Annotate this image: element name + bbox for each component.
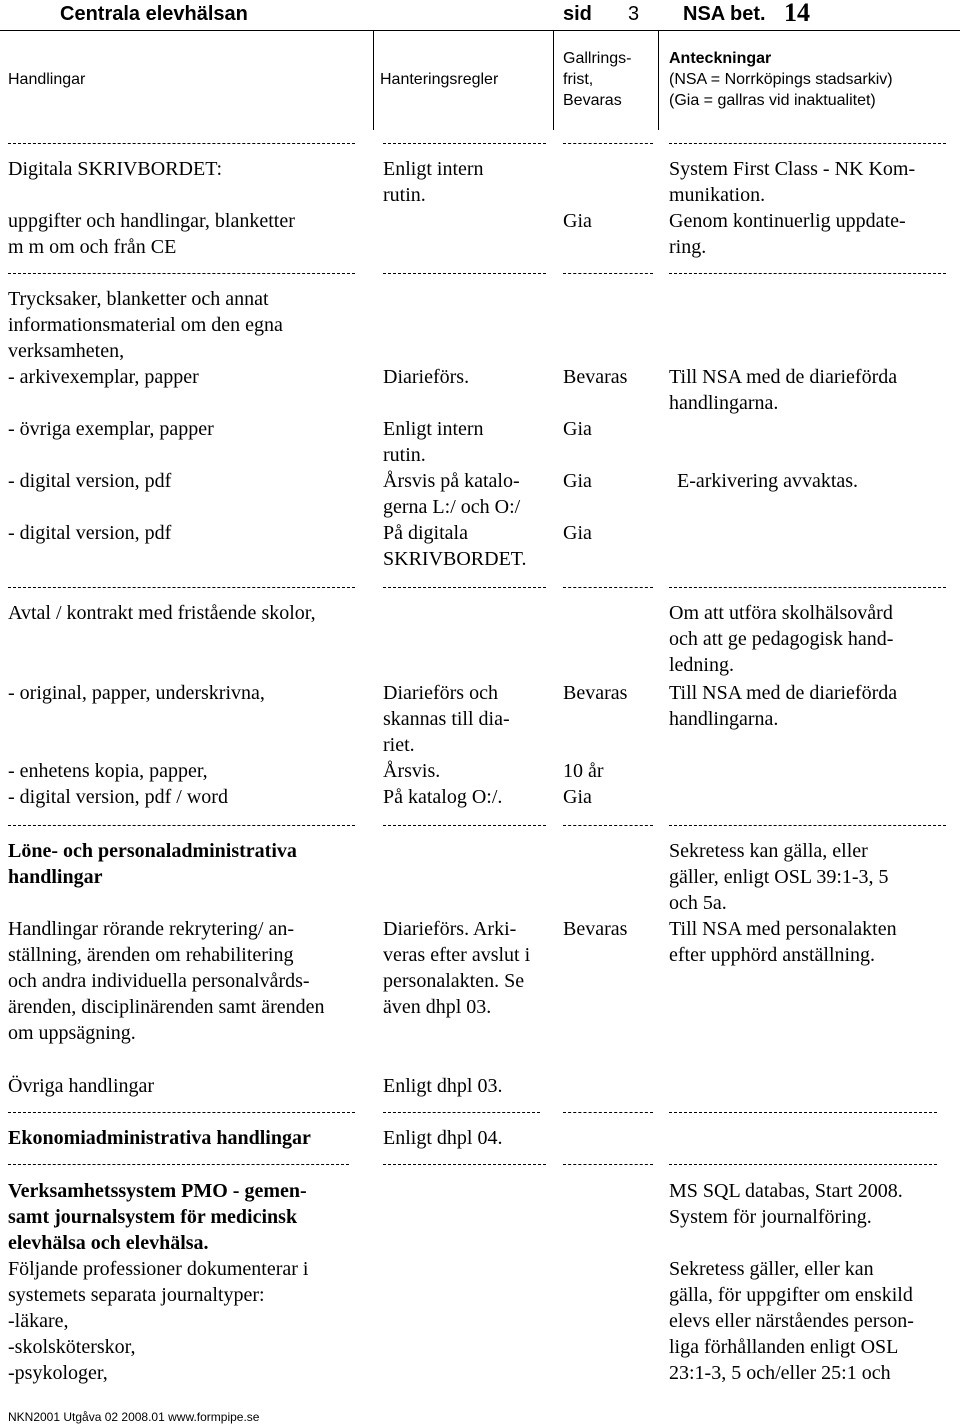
trycksaker-handling-line: - övriga exemplar, papper bbox=[8, 418, 214, 440]
trycksaker-anteckning-line: Till NSA med de diarieförda bbox=[669, 366, 898, 388]
trycksaker-handling-line: - arkivexemplar, papper bbox=[8, 366, 199, 388]
digitala-regel-line: Enligt intern bbox=[383, 158, 484, 180]
pmo-anteckning-line: elevs eller närståendes person- bbox=[669, 1310, 914, 1332]
column-divider bbox=[658, 30, 659, 130]
digitala-handling-line: Digitala SKRIVBORDET: bbox=[8, 158, 222, 180]
trycksaker-regel-line: Enligt intern bbox=[383, 418, 484, 440]
trycksaker-gallring: Gia bbox=[563, 522, 592, 544]
avtal-gallring: 10 år bbox=[563, 760, 604, 782]
trycksaker-regel-line: Årsvis på katalo- bbox=[383, 470, 520, 492]
pmo-anteckning-line: liga förhållanden enligt OSL bbox=[669, 1336, 899, 1358]
column-header-gallring-line-1: Gallrings- bbox=[563, 50, 632, 67]
pmo-heading-line: Verksamhetssystem PMO - gemen- bbox=[8, 1180, 307, 1202]
pmo-heading-line: elevhälsa och elevhälsa. bbox=[8, 1232, 209, 1254]
avtal-anteckning-line: Om att utföra skolhälsovård bbox=[669, 602, 893, 624]
avtal-regel-line: Diarieförs och bbox=[383, 682, 498, 704]
column-header-anteckningar-note-nsa: (NSA = Norrköpings stadsarkiv) bbox=[669, 71, 893, 88]
avtal-gallring: Gia bbox=[563, 786, 592, 808]
digitala-gallring: Gia bbox=[563, 210, 592, 232]
ekonomi-handling: Ekonomiadministrativa handlingar bbox=[8, 1127, 311, 1149]
page-footer: NKN2001 Utgåva 02 2008.01 www.formpipe.se bbox=[8, 1410, 260, 1424]
lone-handling-line: om uppsägning. bbox=[8, 1022, 136, 1044]
lone-anteckning-line: och 5a. bbox=[669, 892, 727, 914]
trycksaker-regel-line: Diarieförs. bbox=[383, 366, 470, 388]
avtal-regel-line: Årsvis. bbox=[383, 760, 441, 782]
lone-anteckning-line: Sekretess kan gälla, eller bbox=[669, 840, 868, 862]
pmo-anteckning-line: 23:1-3, 5 och/eller 25:1 och bbox=[669, 1362, 891, 1384]
column-header-gallring-line-3: Bevaras bbox=[563, 92, 622, 109]
avtal-regel-line: På katalog O:/. bbox=[383, 786, 503, 808]
trycksaker-regel-line: På digitala bbox=[383, 522, 468, 544]
nsa-number: 14 bbox=[784, 0, 810, 27]
avtal-gallring: Bevaras bbox=[563, 682, 628, 704]
avtal-regel-line: riet. bbox=[383, 734, 415, 756]
pmo-handling-line: -läkare, bbox=[8, 1310, 69, 1332]
trycksaker-handling-line: - digital version, pdf bbox=[8, 522, 172, 544]
trycksaker-handling-line: informationsmaterial om den egna bbox=[8, 314, 283, 336]
trycksaker-regel-line: rutin. bbox=[383, 444, 426, 466]
digitala-anteckning-line: Genom kontinuerlig uppdate- bbox=[669, 210, 906, 232]
trycksaker-handling-line: - digital version, pdf bbox=[8, 470, 172, 492]
column-divider bbox=[373, 30, 374, 130]
column-header-hanteringsregler: Hanteringsregler bbox=[380, 71, 499, 88]
lone-handling-line: ställning, ärenden om rehabilitering bbox=[8, 944, 294, 966]
pmo-handling-line: -psykologer, bbox=[8, 1362, 108, 1384]
lone-anteckning-line: Till NSA med personalakten bbox=[669, 918, 897, 940]
column-header-gallring-line-2: frist, bbox=[563, 71, 594, 88]
avtal-handling-line: - enhetens kopia, papper, bbox=[8, 760, 208, 782]
ekonomi-regel: Enligt dhpl 04. bbox=[383, 1127, 503, 1149]
lone-regel-line: Diarieförs. Arki- bbox=[383, 918, 517, 940]
lone-anteckning-line: efter upphörd anställning. bbox=[669, 944, 876, 966]
avtal-anteckning-line: ledning. bbox=[669, 654, 734, 676]
page-label: sid bbox=[563, 3, 592, 25]
lone-regel-line: även dhpl 03. bbox=[383, 996, 492, 1018]
column-header-anteckningar: Anteckningar bbox=[669, 50, 772, 67]
pmo-anteckning-line: MS SQL databas, Start 2008. bbox=[669, 1180, 903, 1202]
avtal-anteckning-line: Till NSA med de diarieförda bbox=[669, 682, 898, 704]
avtal-handling-line: - digital version, pdf / word bbox=[8, 786, 228, 808]
lone-regel-line: personalakten. Se bbox=[383, 970, 525, 992]
digitala-handling-line: m m om och från CE bbox=[8, 236, 177, 258]
column-divider bbox=[553, 30, 554, 130]
digitala-handling-line: uppgifter och handlingar, blanketter bbox=[8, 210, 295, 232]
trycksaker-regel-line: SKRIVBORDET. bbox=[383, 548, 527, 570]
ovriga-handling: Övriga handlingar bbox=[8, 1075, 155, 1097]
lone-regel-line: veras efter avslut i bbox=[383, 944, 531, 966]
lone-anteckning-line: gäller, enligt OSL 39:1-3, 5 bbox=[669, 866, 889, 888]
pmo-anteckning-line: System för journalföring. bbox=[669, 1206, 872, 1228]
digitala-anteckning-line: ring. bbox=[669, 236, 707, 258]
lone-handling-line: ärenden, disciplinärenden samt ärenden bbox=[8, 996, 325, 1018]
trycksaker-handling-line: Trycksaker, blanketter och annat bbox=[8, 288, 269, 310]
avtal-regel-line: skannas till dia- bbox=[383, 708, 510, 730]
lone-handling-line: Handlingar rörande rekrytering/ an- bbox=[8, 918, 294, 940]
nsa-label: NSA bet. bbox=[683, 3, 766, 25]
column-header-handlingar: Handlingar bbox=[8, 71, 86, 88]
page-number: 3 bbox=[628, 3, 640, 25]
avtal-anteckning-line: handlingarna. bbox=[669, 708, 779, 730]
digitala-anteckning-line: munikation. bbox=[669, 184, 766, 206]
trycksaker-anteckning-line: handlingarna. bbox=[669, 392, 779, 414]
avtal-handling-line: Avtal / kontrakt med fristående skolor, bbox=[8, 602, 316, 624]
avtal-handling-line: - original, papper, underskrivna, bbox=[8, 682, 265, 704]
trycksaker-gallring: Gia bbox=[563, 418, 592, 440]
avtal-anteckning-line: och att ge pedagogisk hand- bbox=[669, 628, 894, 650]
pmo-heading-line: samt journalsystem för medicinsk bbox=[8, 1206, 298, 1228]
trycksaker-gallring: Gia bbox=[563, 470, 592, 492]
digitala-regel-line: rutin. bbox=[383, 184, 426, 206]
pmo-handling-line: systemets separata journaltyper: bbox=[8, 1284, 265, 1306]
lone-handling-line: och andra individuella personalvårds- bbox=[8, 970, 310, 992]
trycksaker-handling-line: verksamheten, bbox=[8, 340, 125, 362]
pmo-handling-line: Följande professioner dokumenterar i bbox=[8, 1258, 309, 1280]
pmo-anteckning-line: gälla, för uppgifter om enskild bbox=[669, 1284, 913, 1306]
digitala-anteckning-line: System First Class - NK Kom- bbox=[669, 158, 916, 180]
pmo-handling-line: -skolsköterskor, bbox=[8, 1336, 136, 1358]
trycksaker-gallring: Bevaras bbox=[563, 366, 628, 388]
lone-heading-line: Löne- och personaladministrativa bbox=[8, 840, 297, 862]
trycksaker-anteckning-line: E-arkivering avvaktas. bbox=[677, 470, 859, 492]
unit-title: Centrala elevhälsan bbox=[60, 3, 248, 25]
trycksaker-regel-line: gerna L:/ och O:/ bbox=[383, 496, 521, 518]
lone-heading-line: handlingar bbox=[8, 866, 103, 888]
ovriga-regel: Enligt dhpl 03. bbox=[383, 1075, 503, 1097]
lone-gallring: Bevaras bbox=[563, 918, 628, 940]
pmo-anteckning-line: Sekretess gäller, eller kan bbox=[669, 1258, 874, 1280]
column-header-anteckningar-note-gia: (Gia = gallras vid inaktualitet) bbox=[669, 92, 876, 109]
